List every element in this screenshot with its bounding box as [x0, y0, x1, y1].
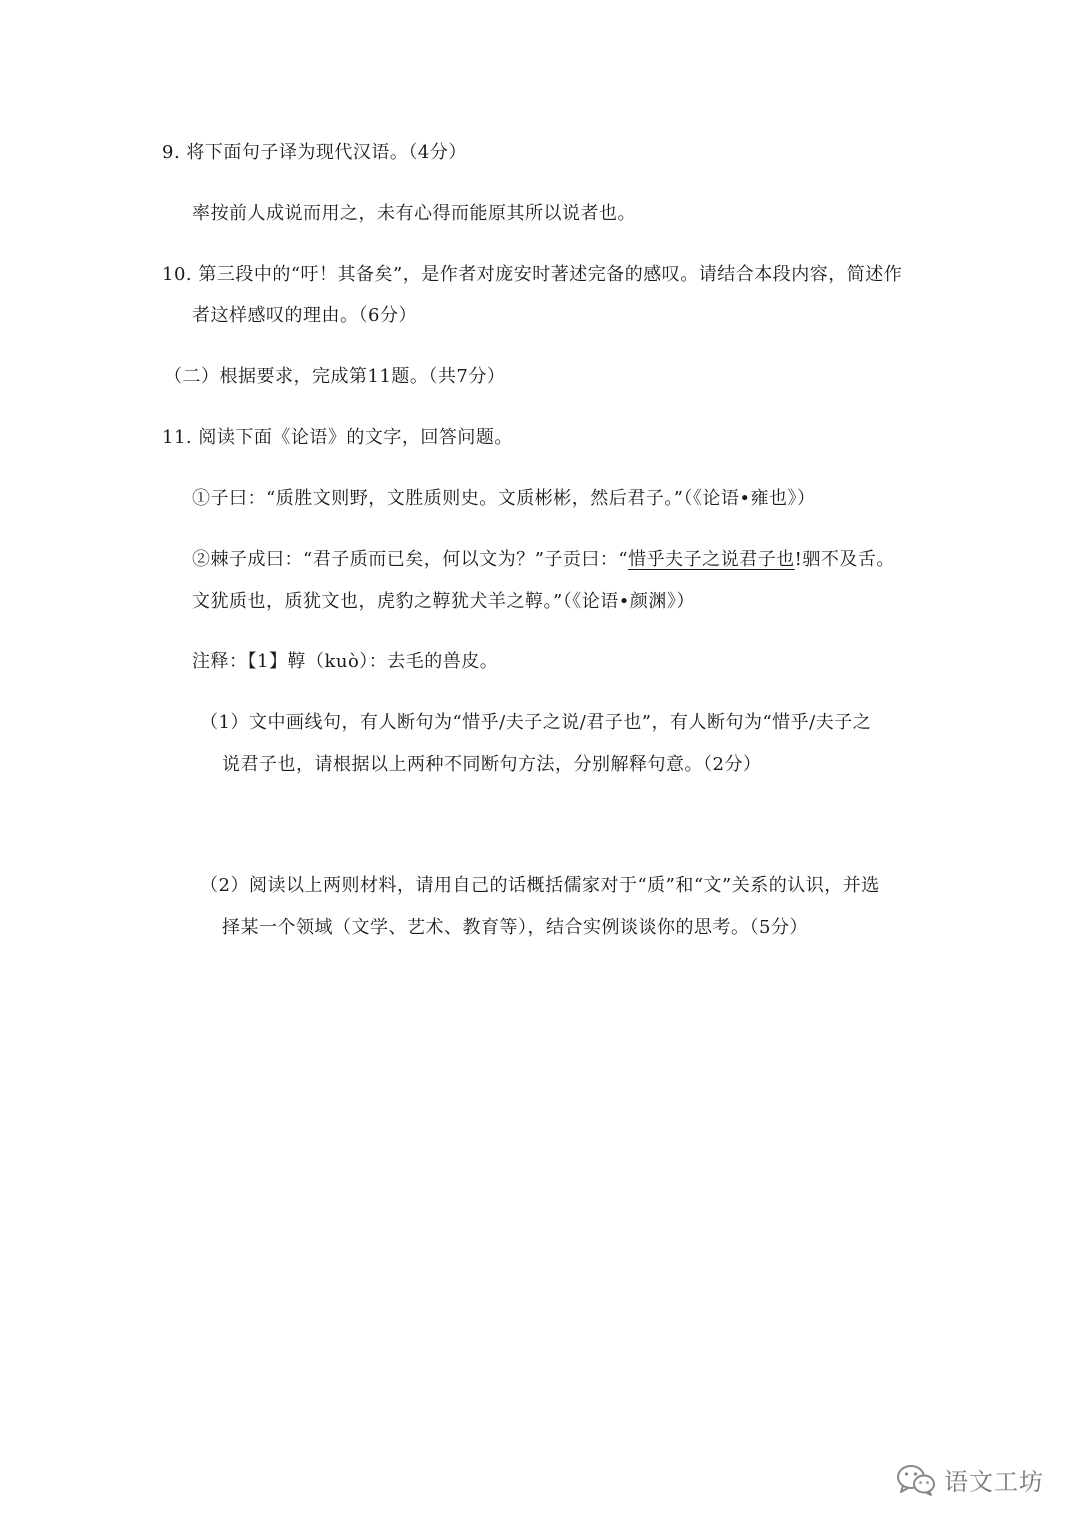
watermark	[896, 1462, 1044, 1497]
annotation-note: 注释：【1】鞟（kuò）：去毛的兽皮。	[192, 651, 499, 672]
question-11-title: 11. 阅读下面《论语》的文字，回答问题。	[162, 427, 513, 448]
passage-2-post: !驷不及舌。	[794, 549, 895, 570]
question-9-title: 9. 将下面句子译为现代汉语。（4分）	[162, 142, 467, 163]
passage-2-line-1	[192, 548, 895, 572]
passage-2-underlined-sentence: 惜乎夫子之说君子也	[628, 549, 795, 570]
watermark-text: 语文工坊	[944, 1468, 1044, 1496]
question-10-line-2: 者这样感叹的理由。（6分）	[192, 305, 417, 326]
passage-2-pre: ②棘子成曰：“君子质而已矣，何以文为？”子贡曰：“	[192, 549, 629, 570]
sub-question-1-line-1: （1）文中画线句，有人断句为“惜乎/夫子之说/君子也”，有人断句为“惜乎/夫子之	[200, 712, 872, 733]
wechat-icon	[896, 1463, 936, 1497]
sub-question-2-line-1: （2）阅读以上两则材料，请用自己的话概括儒家对于“质”和“文”关系的认识，并选	[200, 875, 880, 896]
passage-2-line-2: 文犹质也，质犹文也，虎豹之鞟犹犬羊之鞟。”（《论语•颜渊》）	[192, 591, 695, 612]
sub-question-1-line-2: 说君子也，请根据以上两种不同断句方法，分别解释句意。（2分）	[222, 754, 762, 775]
question-9-sentence: 率按前人成说而用之，未有心得而能原其所以说者也。	[192, 203, 636, 224]
sub-question-2-line-2: 择某一个领域（文学、艺术、教育等），结合实例谈谈你的思考。（5分）	[222, 917, 808, 938]
section-2-heading: （二）根据要求，完成第11题。（共7分）	[164, 366, 506, 387]
question-10-line-1: 10. 第三段中的“吁！其备矣”，是作者对庞安时著述完备的感叹。请结合本段内容，简述作	[162, 264, 903, 285]
passage-1: ①子曰：“质胜文则野，文胜质则史。文质彬彬，然后君子。”（《论语•雍也》）	[192, 488, 816, 509]
